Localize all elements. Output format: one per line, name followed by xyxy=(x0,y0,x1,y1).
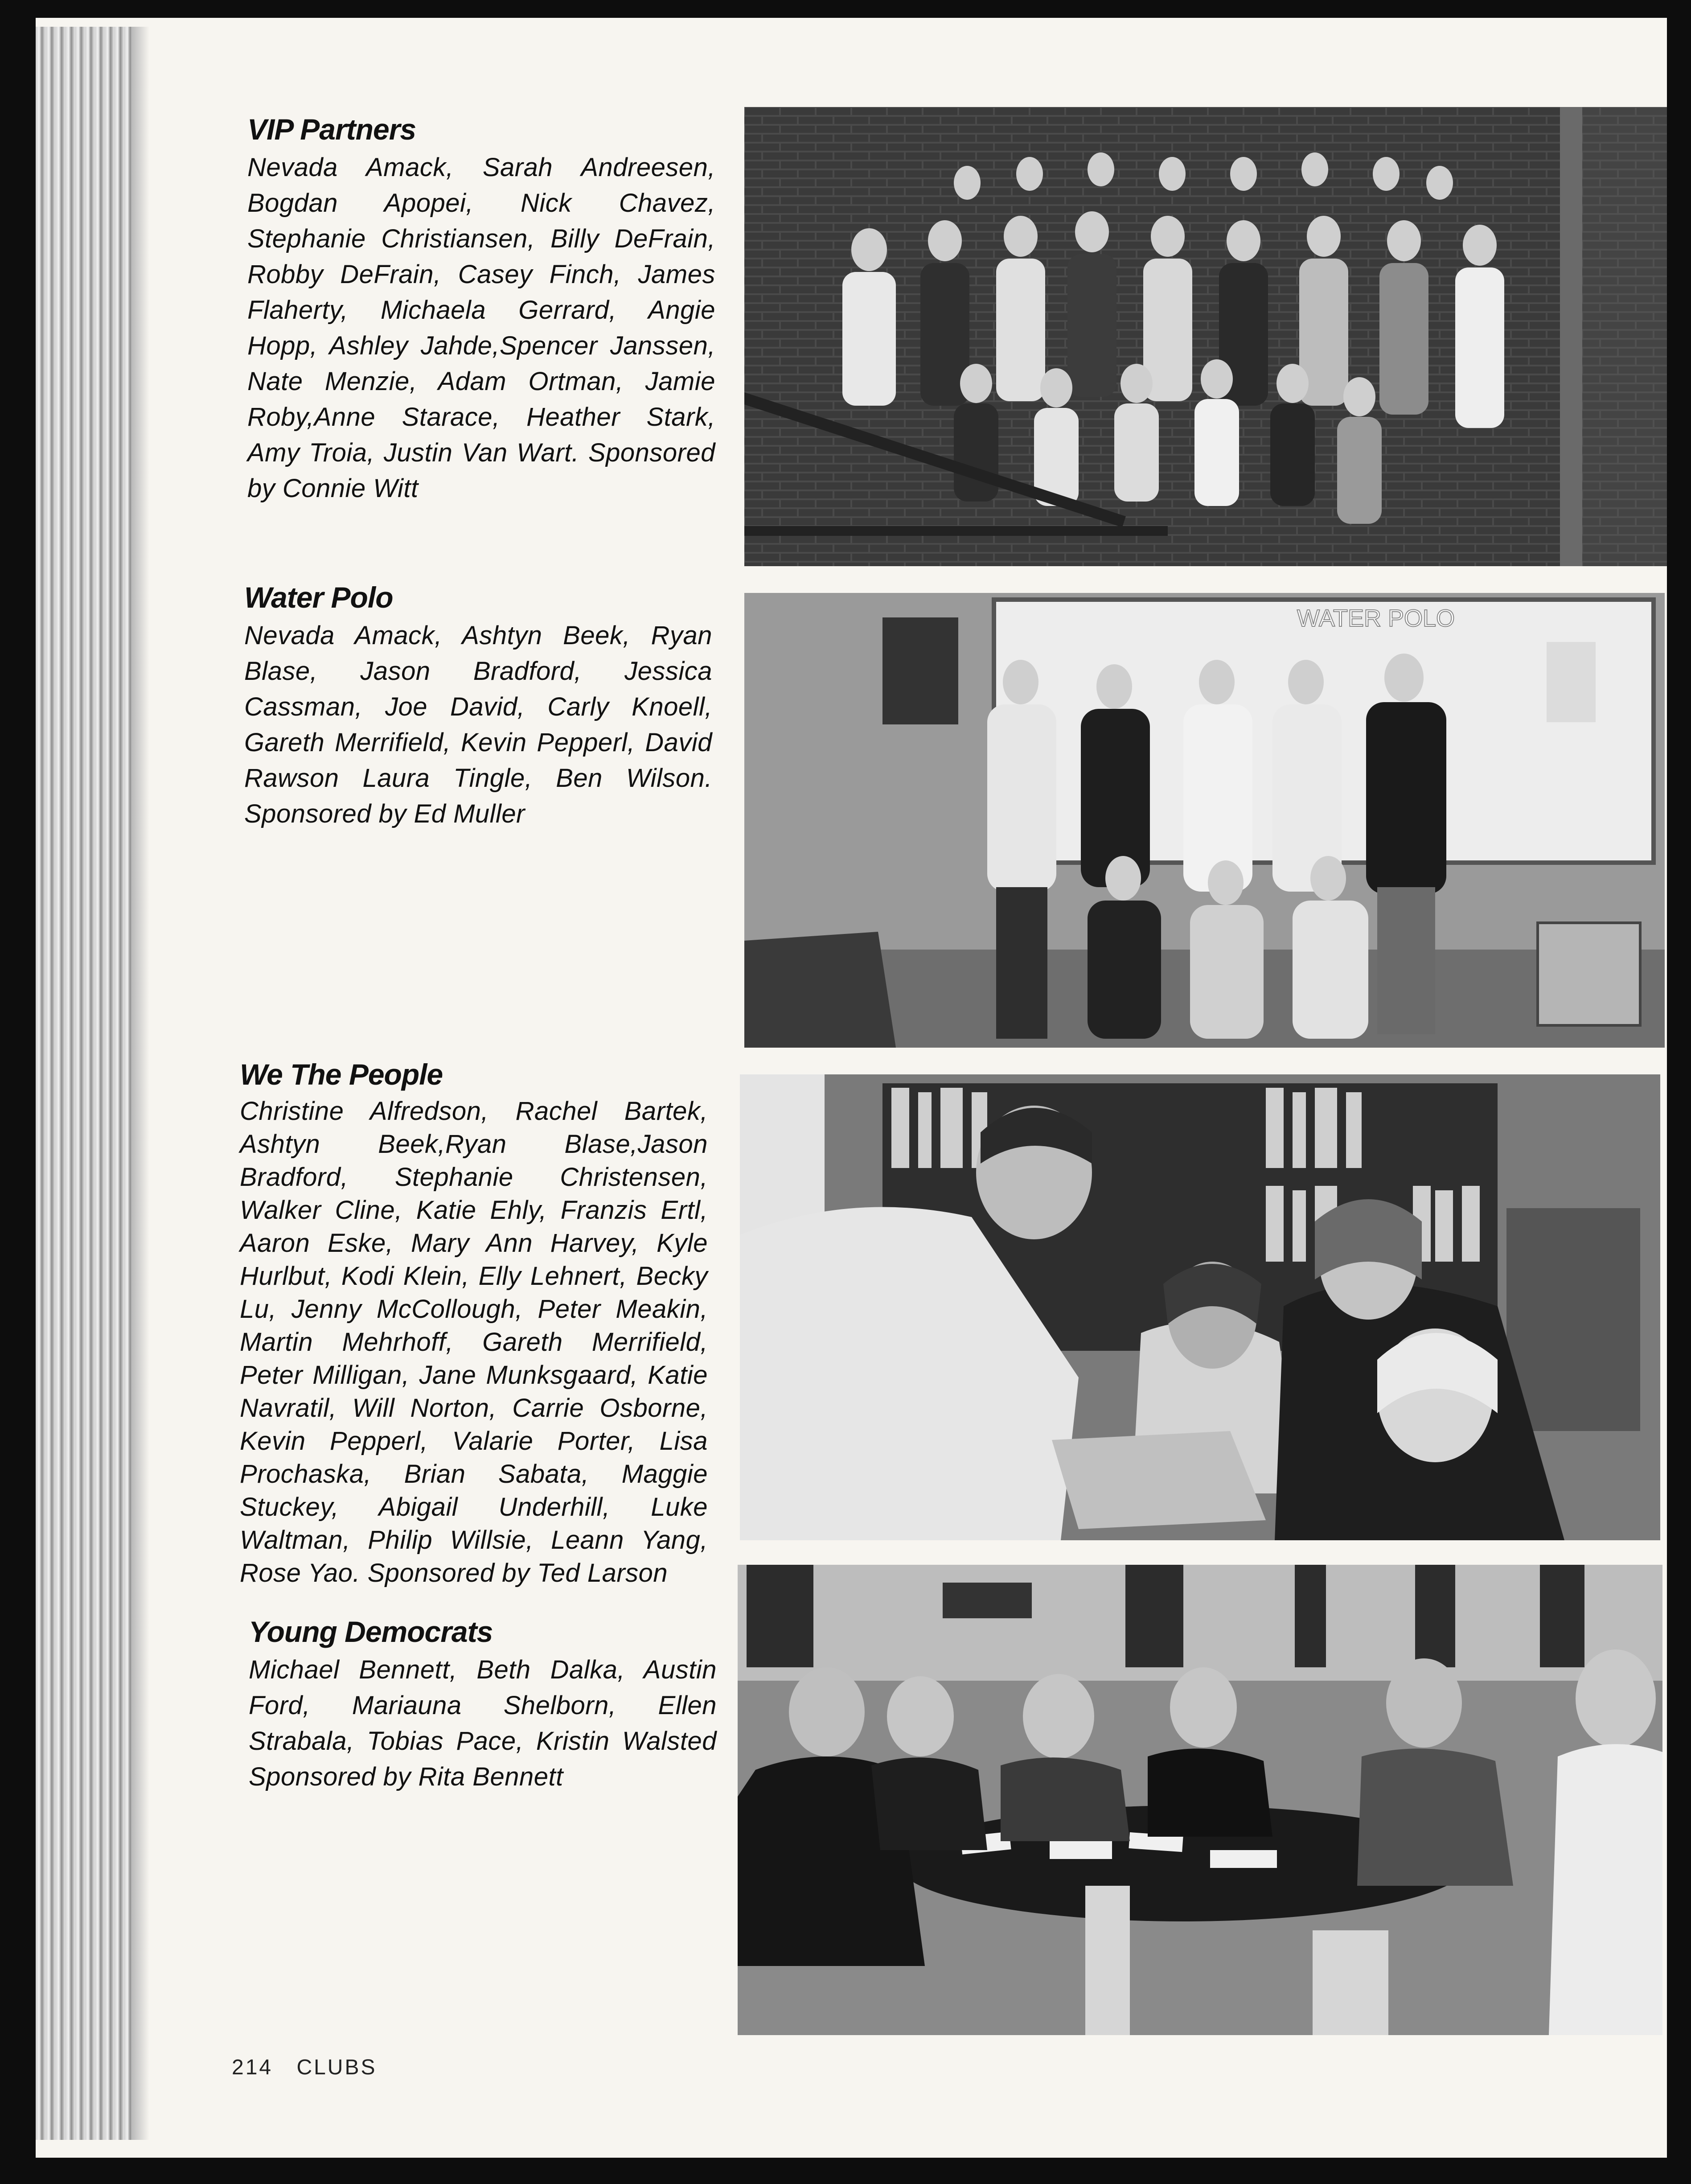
club-young-democrats xyxy=(249,1614,717,1795)
we-the-people-photo xyxy=(740,1074,1660,1540)
young-democrats-photo xyxy=(738,1565,1662,2035)
club-title: VIP Partners xyxy=(247,113,416,146)
book-spine-edge xyxy=(36,27,131,2140)
water-polo-board-text: WATER POLO xyxy=(1297,605,1455,632)
club-members: Nevada Amack, Sarah Andreesen, Bogdan Apopei, Nick Chavez, Stephanie Christiansen, Billy DeFrain, Robby DeFrain, Casey Finch, James Flaherty, Michaela Gerrard, Angie Hopp, Ashley Jahde,Spencer Janssen, Nate Menzie, Adam Ortman, Jamie Roby,Anne Starace, Heather Stark, Amy Troia, Justin Van Wart. Sponsored by Connie Witt xyxy=(247,153,715,503)
section-label: CLUBS xyxy=(296,2056,377,2079)
club-water-polo xyxy=(244,580,712,832)
page-number: 214 xyxy=(232,2056,273,2079)
club-members: Christine Alfredson, Rachel Bartek, Ashtyn Beek,Ryan Blase,Jason Bradford, Stephanie Christensen, Walker Cline, Katie Ehly, Franzis Ertl, Aaron Eske, Mary Ann Harvey, Kyle Hurlbut, Kodi Klein, Elly Lehnert, Becky Lu, Jenny McCollough, Peter Meakin, Martin Mehrhoff, Gareth Merrifield, Peter Milligan, Jane Munksgaard, Katie Navratil, Will Norton, Carrie Osborne, Kevin Pepperl, Valarie Porter, Lisa Prochaska, Brian Sabata, Maggie Stuckey, Abigail Underhill, Luke Waltman, Philip Willsie, Leann Yang, Rose Yao. Sponsored by Ted Larson xyxy=(240,1097,708,1588)
page-footer xyxy=(232,2055,377,2080)
vip-partners-photo xyxy=(744,107,1667,566)
club-we-the-people xyxy=(240,1057,708,1590)
club-members: Michael Bennett, Beth Dalka, Austin Ford, Mariauna Shelborn, Ellen Strabala, Tobias Pace, Kristin Walsted Sponsored by Rita Bennett xyxy=(249,1655,717,1791)
club-vip-partners xyxy=(247,111,715,506)
spine-shadow xyxy=(131,27,149,2140)
club-title: Young Democrats xyxy=(249,1615,493,1648)
club-members: Nevada Amack, Ashtyn Beek, Ryan Blase, Jason Bradford, Jessica Cassman, Joe David, Carly Knoell, Gareth Merrifield, Kevin Pepperl, David Rawson Laura Tingle, Ben Wilson. Sponsored by Ed Muller xyxy=(244,621,712,828)
club-title: We The People xyxy=(240,1058,443,1091)
water-polo-photo xyxy=(744,593,1665,1048)
club-title: Water Polo xyxy=(244,581,393,614)
